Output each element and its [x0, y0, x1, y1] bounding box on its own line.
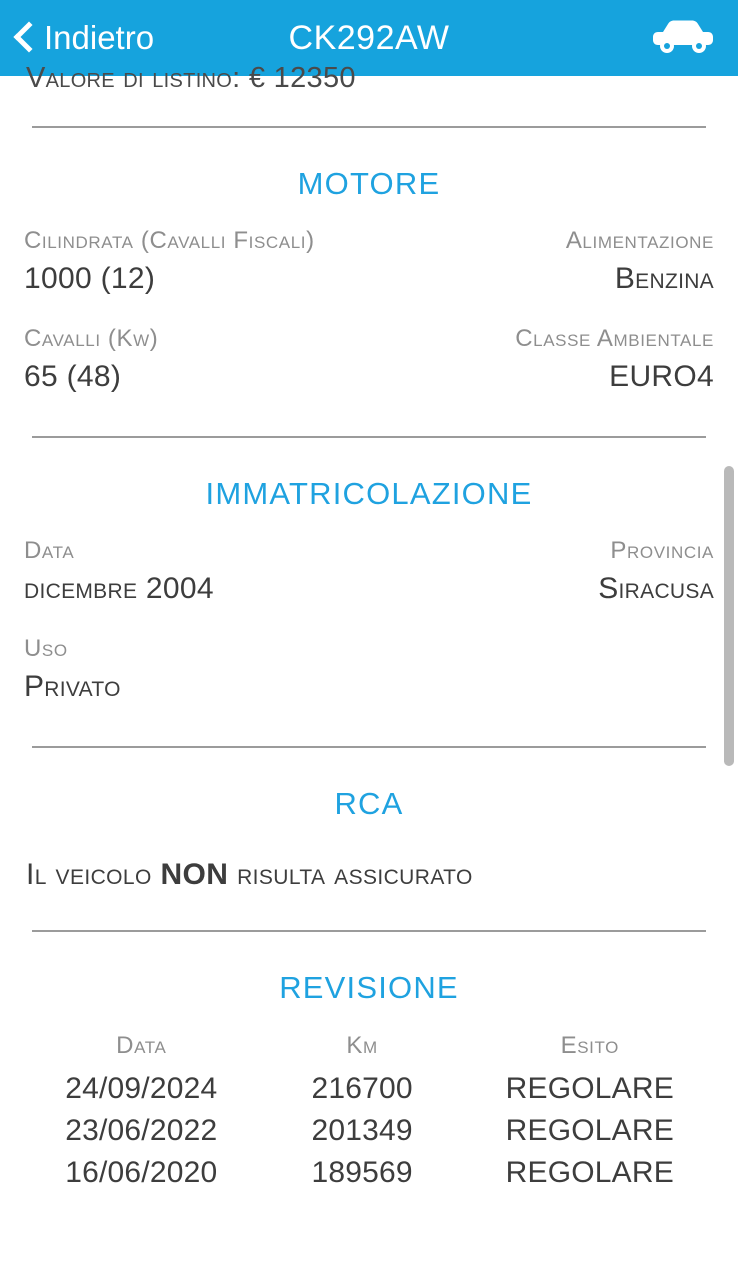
revisione-table — [24, 1032, 714, 1194]
car-icon[interactable] — [652, 19, 714, 57]
section-title-motore: MOTORE — [297, 166, 441, 201]
field-label: Data — [24, 537, 75, 564]
field-value: 1000 (12) — [24, 262, 156, 295]
section-title-immatricolazione: IMMATRICOLAZIONE — [205, 476, 533, 511]
rca-text-after: risulta assicurato — [228, 858, 473, 891]
field-cilindrata — [24, 226, 315, 300]
cell-esito: REGOLARE — [505, 1114, 674, 1147]
cell-esito: REGOLARE — [505, 1156, 674, 1189]
table-row — [24, 1152, 714, 1194]
field-classe-ambientale — [515, 324, 714, 398]
cell-km: 189569 — [311, 1156, 413, 1189]
field-alimentazione — [566, 226, 714, 300]
field-value: Benzina — [614, 262, 714, 295]
field-value: EURO4 — [609, 360, 714, 393]
table-row — [24, 1110, 714, 1152]
section-divider — [32, 930, 706, 932]
column-header-esito: Esito — [560, 1032, 619, 1059]
cell-km: 216700 — [311, 1072, 413, 1105]
column-header-km: Km — [346, 1032, 378, 1059]
page-title: CK292AW — [288, 18, 450, 57]
field-label: Cavalli (Kw) — [24, 325, 159, 352]
cell-data: 16/06/2020 — [65, 1156, 218, 1189]
cell-esito: REGOLARE — [505, 1072, 674, 1105]
field-value: Privato — [24, 670, 121, 703]
rca-text-before: Il veicolo — [26, 858, 161, 891]
section-title-rca: RCA — [334, 786, 404, 821]
section-divider — [32, 126, 706, 128]
scrollbar[interactable] — [724, 62, 734, 1268]
field-data — [24, 536, 214, 610]
field-cavalli — [24, 324, 158, 398]
section-title-revisione: REVISIONE — [279, 970, 459, 1005]
field-label: Provincia — [610, 537, 714, 564]
scrollbar-thumb[interactable] — [724, 466, 734, 766]
section-divider — [32, 746, 706, 748]
field-label: Uso — [24, 635, 68, 662]
table-row — [24, 1068, 714, 1110]
motore-row-1 — [24, 226, 714, 300]
table-header-row — [24, 1032, 714, 1068]
column-header-data: Data — [116, 1032, 167, 1059]
immatricolazione-row-2 — [24, 634, 714, 708]
rca-text-bold: NON — [160, 858, 229, 891]
detail-scroll-area[interactable] — [0, 62, 738, 1268]
cell-data: 24/09/2024 — [65, 1072, 218, 1105]
section-divider — [32, 436, 706, 438]
field-label: Cilindrata (Cavalli Fiscali) — [24, 227, 315, 254]
immatricolazione-row-1 — [24, 536, 714, 610]
field-label: Alimentazione — [565, 227, 714, 254]
field-provincia — [598, 536, 714, 610]
back-button[interactable] — [0, 19, 154, 57]
listing-value-text: Valore di listino: € 12350 — [26, 62, 356, 94]
field-value: 65 (48) — [24, 360, 122, 393]
cell-km: 201349 — [311, 1114, 413, 1147]
motore-row-2 — [24, 324, 714, 398]
rca-status-text — [24, 858, 714, 892]
chevron-left-icon — [12, 20, 38, 56]
field-value: dicembre 2004 — [24, 572, 214, 605]
field-uso — [24, 634, 121, 708]
field-label: Classe Ambientale — [515, 325, 714, 352]
cell-data: 23/06/2022 — [65, 1114, 218, 1147]
field-value: Siracusa — [598, 572, 714, 605]
back-button-label: Indietro — [44, 19, 155, 56]
